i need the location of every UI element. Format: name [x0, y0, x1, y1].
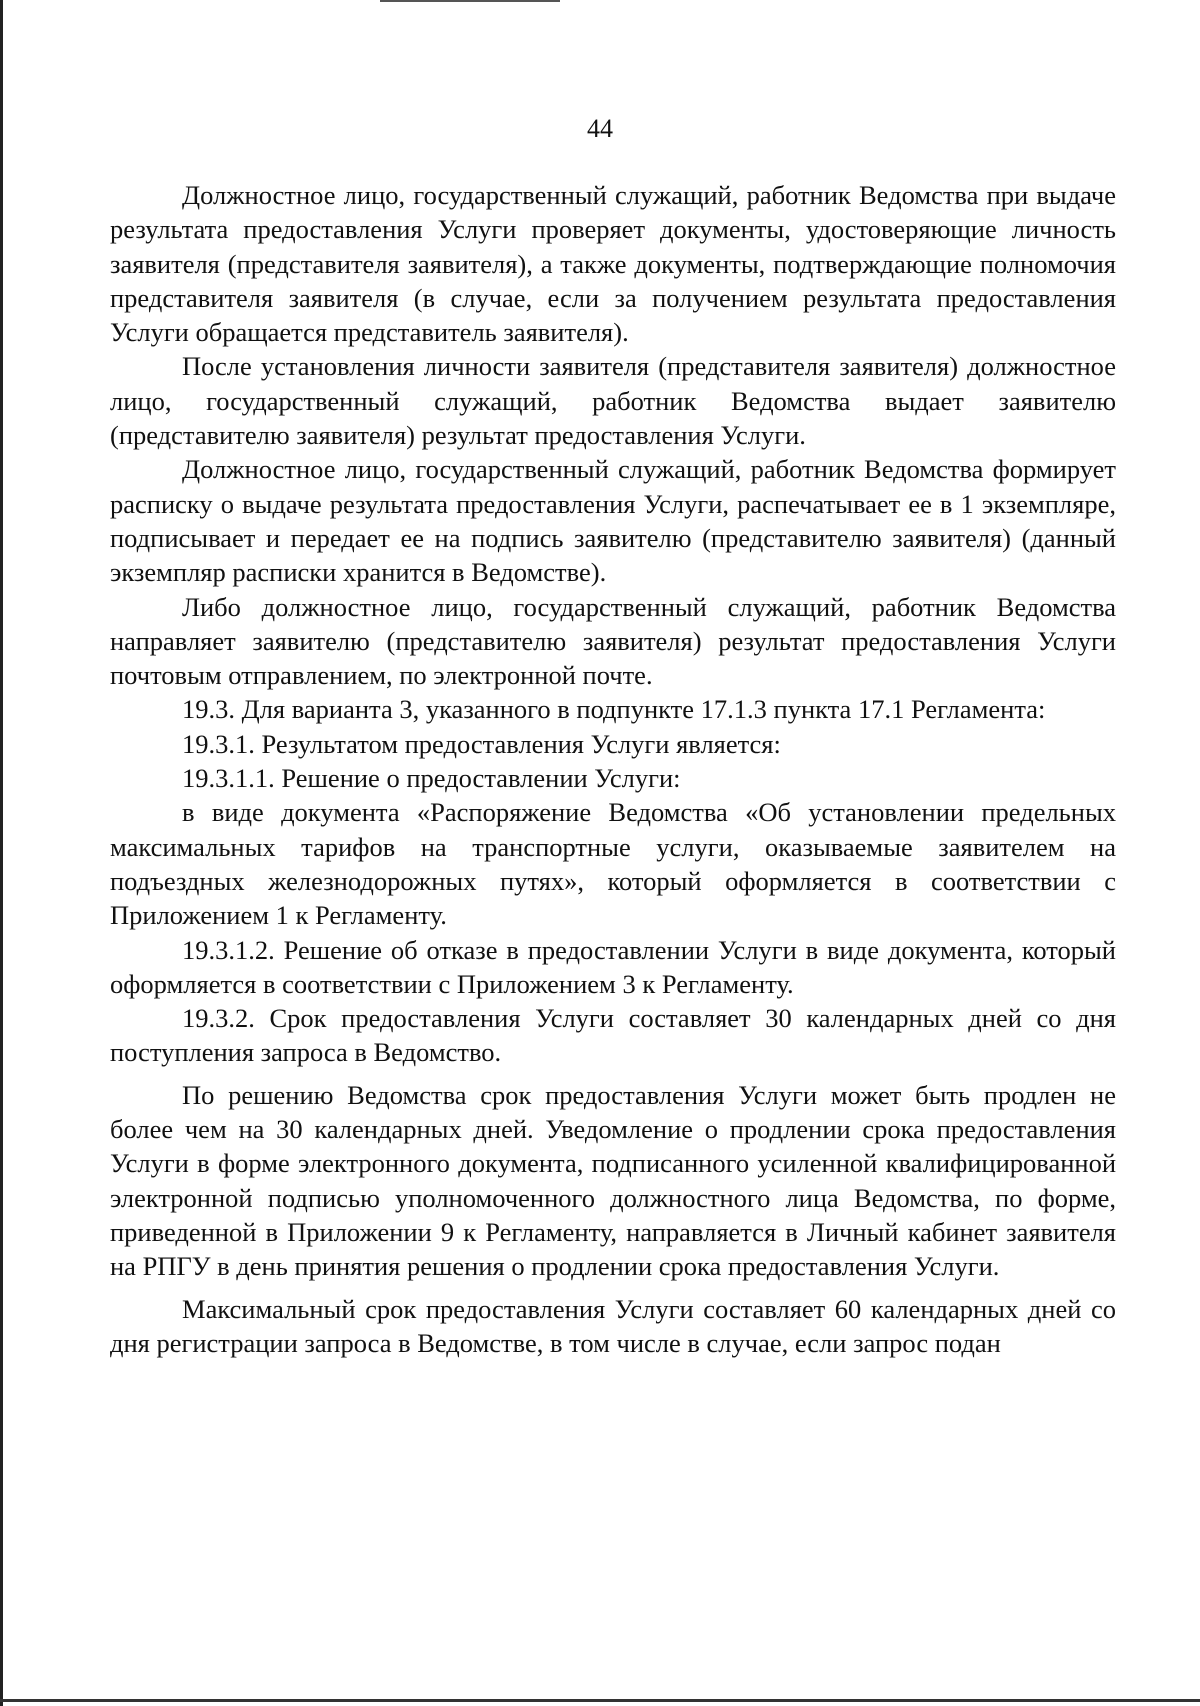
- paragraph-result-issuance-check: Должностное лицо, государственный служащий, работник Ведомства при выдаче результата предоставления Услуги проверяет документы, удостоверяющие личность заявителя (представителя заявителя), а также документы, подтверждающие полномочия представителя заявителя (в случае, если за получением результата предоставления Услуги обращается представитель заявителя).: [110, 180, 1116, 348]
- scan-edge-bottom: [0, 1699, 1200, 1702]
- paragraph-19-3: 19.3. Для варианта 3, указанного в подпункте 17.1.3 пункта 17.1 Регламента:: [182, 694, 1046, 725]
- document-body: [110, 178, 1116, 1360]
- page-number: 44: [587, 114, 613, 143]
- paragraph-term-extension: По решению Ведомства срок предоставления Услуги может быть продлен не более чем на 30 календарных дней. Уведомление о продлении срока предоставления Услуги в форме электронного документа, подписанного усиленной квалифицированной электронной подписью уполномоченного должностного лица Ведомства, по форме, приведенной в Приложении 9 к Регламенту, направляется в Личный кабинет заявителя на РПГУ в день принятия решения о продлении срока предоставления Услуги.: [110, 1079, 1116, 1282]
- paragraph-mail-delivery: Либо должностное лицо, государственный служащий, работник Ведомства направляет заявителю (представителю заявителя) результат предоставления Услуги почтовым отправлением, по электронной почте.: [110, 591, 1116, 691]
- paragraph-19-3-1: 19.3.1. Результатом предоставления Услуги является:: [182, 728, 781, 759]
- paragraph-19-3-2: 19.3.2. Срок предоставления Услуги составляет 30 календарных дней со дня поступления запроса в Ведомство.: [110, 1003, 1116, 1068]
- paragraph-maximum-term: Максимальный срок предоставления Услуги составляет 60 календарных дней со дня регистрации запроса в Ведомстве, в том числе в случае, если запрос подан: [110, 1293, 1116, 1358]
- paragraph-19-3-1-2: 19.3.1.2. Решение об отказе в предоставлении Услуги в виде документа, который оформляется в соответствии с Приложением 3 к Регламенту.: [110, 934, 1116, 999]
- paragraph-result-handover: После установления личности заявителя (представителя заявителя) должностное лицо, государственный служащий, работник Ведомства выдает заявителю (представителю заявителя) результат предоставления Услуги.: [110, 351, 1116, 451]
- paragraph-document-form: в виде документа «Распоряжение Ведомства «Об установлении предельных максимальных тарифов на транспортные услуги, оказываемые заявителем на подъездных железнодорожных путях», который оформляется в соответствии с Приложением 1 к Регламенту.: [110, 797, 1116, 931]
- scan-edge-left: [0, 0, 3, 1706]
- paragraph-19-3-1-1: 19.3.1.1. Решение о предоставлении Услуги:: [182, 763, 681, 794]
- scan-edge-top: [380, 0, 560, 2]
- paragraph-receipt: Должностное лицо, государственный служащий, работник Ведомства формирует расписку о выдаче результата предоставления Услуги, распечатывает ее в 1 экземпляре, подписывает и передает ее на подпись заявителю (представителю заявителя) (данный экземпляр расписки хранится в Ведомстве).: [110, 454, 1116, 588]
